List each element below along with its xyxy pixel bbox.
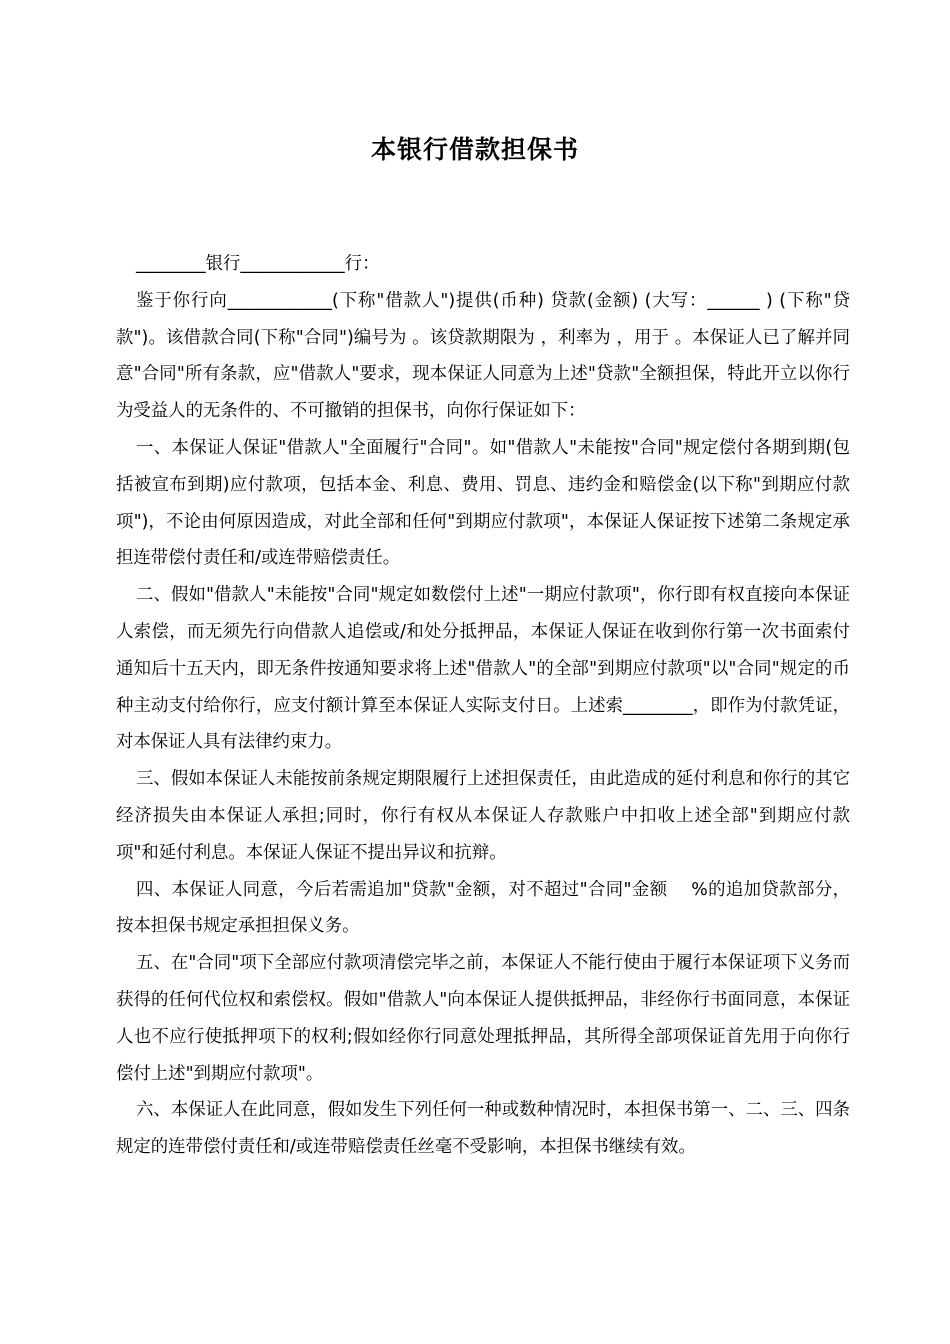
clause-5-paragraph: 五、在"合同"项下全部应付款项清偿完毕之前，本保证人不能行使由于履行本保证项下义务而获得的任何代位权和索偿权。假如"借款人"向本保证人提供抵押品，非经你行书面同意，本保证人也不应行使抵押项下的权利;假如经你行同意处理抵押品，其所得全部项保证首先用于向你行偿付上述"到期应付款项"。 xyxy=(116,953,850,1084)
clause-4-paragraph: 四、本保证人同意，今后若需追加"贷款"金额，对不超过"合同"金额 %的追加贷款部分，按本担保书规定承担担保义务。 xyxy=(116,879,850,937)
clause-6-paragraph: 六、本保证人在此同意，假如发生下列任何一种或数种情况时，本担保书第一、二、三、四条规定的连带偿付责任和/或连带赔偿责任丝毫不受影响，本担保书继续有效。 xyxy=(116,1100,850,1158)
clause-1-paragraph: 一、本保证人保证"借款人"全面履行"合同"。如"借款人"未能按"合同"规定偿付各期到期(包括被宣布到期)应付款项，包括本金、利息、费用、罚息、违约金和赔偿金(以下称"到期应付款项")，不论由何原因造成，对此全部和任何"到期应付款项"，本保证人保证按下述第二条规定承担连带偿付责任和/或连带赔偿责任。 xyxy=(116,437,850,569)
clause-3-paragraph: 三、假如本保证人未能按前条规定期限履行上述担保责任，由此造成的延付利息和你行的其它经济损失由本保证人承担;同时，你行有权从本保证人存款账户中扣收上述全部"到期应付款项"和延付利息。本保证人保证不提出异议和抗辩。 xyxy=(116,769,850,863)
document-title: 本银行借款担保书 xyxy=(370,135,579,164)
salutation: ________银行____________行： xyxy=(136,254,380,274)
document-body xyxy=(116,246,850,1166)
clause-2-paragraph: 二、假如"借款人"未能按"合同"规定如数偿付上述"一期应付款项"，你行即有权直接向本保证人索偿，而无须先行向借款人追偿或/和处分抵押品，本保证人保证在收到你行第一次书面索付通知后十五天内，即无条件按通知要求将上述"借款人"的全部"到期应付款项"以"合同"规定的币种主动支付给你行，应支付额计算至本保证人实际支付日。上述索________，即作为付款凭证，对本保证人具有法律约束力。 xyxy=(116,585,850,753)
preamble-paragraph: 鉴于你行向____________(下称"借款人")提供(币种) 贷款(金额) (大写：______ ) (下称"贷款")。该借款合同(下称"合同")编号为 。该贷款期限为 ，利率为 ，用于 。本保证人已了解并同意"合同"所有条款，应"借款人"要求，现本保证人同意为上述"贷款"全额担保，特此开立以你行为受益人的无条件的、不可撤销的担保书，向你行保证如下： xyxy=(116,290,850,422)
